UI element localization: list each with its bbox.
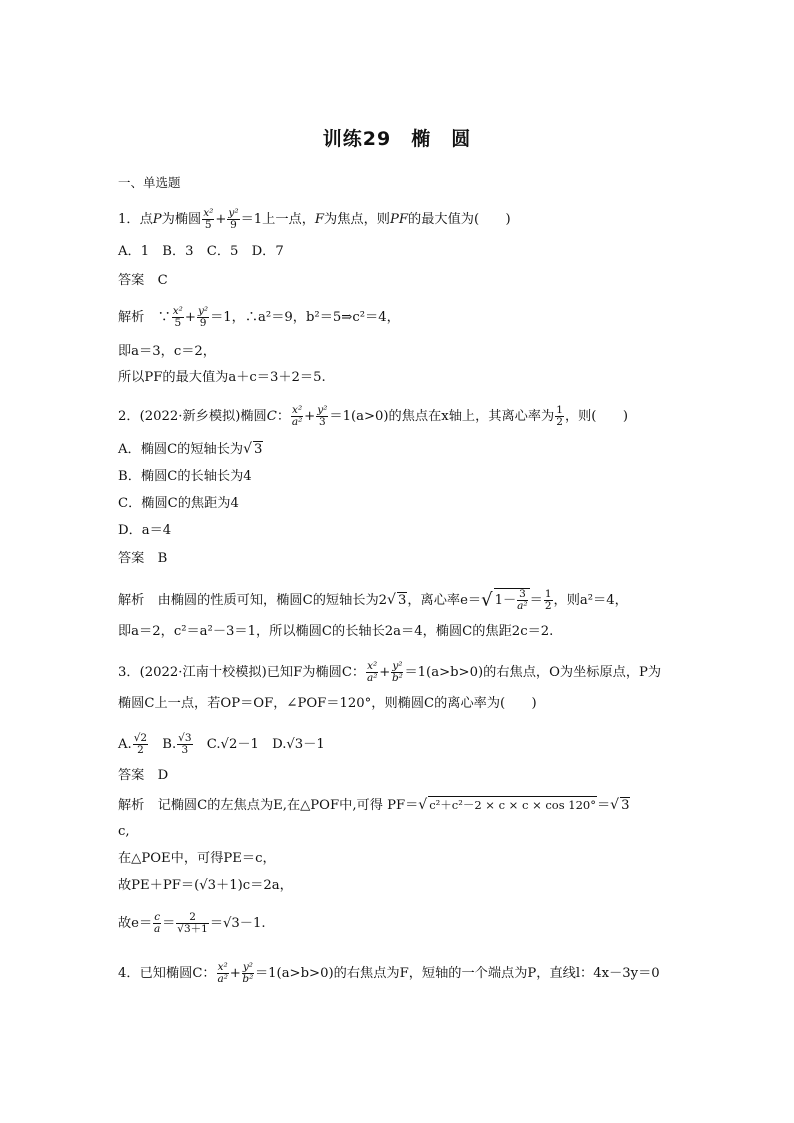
question-3-analysis-line-3: 故PE＋PF＝(√3＋1)c＝2a，	[118, 878, 293, 893]
question-3-analysis-line-2: 在△POE中，可得PE＝c，	[118, 851, 276, 866]
question-1-analysis-line-1: 解析 ∵ $\frac{\text{x²}}{5}$ + $\frac{\text{y²}}{9}$ ＝1，∴a²＝9，b²＝5⇒c²＝4，	[118, 305, 400, 329]
question-2: 2．(2022·新乡模拟)椭圆C： $\frac{\text{x²}}{\text{a²}}+$ $\frac{\text{y²}}{3}$ ＝1(a>0)的焦点在x轴上，其离心率为 $\frac{1}{2}$ ，则( )	[118, 404, 628, 428]
question-2-option-a: A．椭圆C的短轴长为√ 3	[118, 441, 263, 457]
question-2-answer: 答案 B	[118, 551, 168, 566]
question-3-options: A. $\frac{√2}{2}$ B. $\frac{√3}{3}$ C.√2－1 D.√3－1	[118, 732, 325, 756]
question-3-answer: 答案 D	[118, 768, 169, 783]
question-1-answer: 答案 C	[118, 273, 168, 288]
question-3-analysis-line-4: 故e＝ $\frac{c}{a}=$ $\frac{2}{√3+1}$ ＝√3－1.	[118, 911, 266, 935]
page-title: 训练29 椭 圆	[322, 128, 472, 150]
question-2-analysis-line-1: 解析 由椭圆的性质可知，椭圆C的短轴长为2√ 3，离心率e＝√ 1－ $\frac{3}{\text{a²}}$ ＝ $\frac{1}{2}$ ，则a²＝4，	[118, 588, 628, 612]
question-1: 1．点P为椭圆 $\frac{\text{x²}}{5}$ + $\frac{\text{y²}}{9}$ ＝1上一点，F为焦点，则PF的最大值为( )	[118, 207, 511, 231]
question-2-option-c: C．椭圆C的焦距为4	[118, 496, 239, 511]
question-2-analysis-line-2: 即a＝2，c²＝a²－3＝1，所以椭圆C的长轴长2a＝4，椭圆C的焦距2c＝2.	[118, 624, 554, 639]
question-3-line-1: 3．(2022·江南十校模拟)已知F为椭圆C： $\frac{\text{x²}}{\text{a²}}+$ $\frac{\text{y²}}{\text{b²}}=1(a>b>0)$的右焦点，O为坐标原点，P为	[118, 660, 662, 684]
question-2-option-d: D．a＝4	[118, 523, 172, 538]
question-2-option-b: B．椭圆C的长轴长为4	[118, 469, 252, 484]
question-3-analysis-line-1-cont: c,	[118, 824, 130, 839]
question-1-options: A．1 B．3 C．5 D．7	[118, 244, 284, 259]
section-heading: 一、单选题	[118, 175, 181, 190]
question-1-analysis-line-3: 所以PF的最大值为a＋c＝3＋2＝5.	[118, 370, 326, 385]
question-1-analysis-line-2: 即a＝3，c＝2，	[118, 344, 216, 359]
question-3-line-2: 椭圆C上一点，若OP＝OF，∠POF＝120°，则椭圆C的离心率为( )	[118, 696, 537, 711]
question-4: 4．已知椭圆C： $\frac{\text{x²}}{\text{a²}}+$ $\frac{\text{y²}}{\text{b²}}=1(a>b>0)$的右焦点为F，短轴的一个端点为P，直线l：4x－3y＝0	[118, 961, 660, 985]
question-3-analysis-line-1: 解析 记椭圆C的左焦点为E,在△POF中,可得 PF＝√ c²＋c²－2 × c × c × cos 120°＝√ 3	[118, 797, 630, 813]
